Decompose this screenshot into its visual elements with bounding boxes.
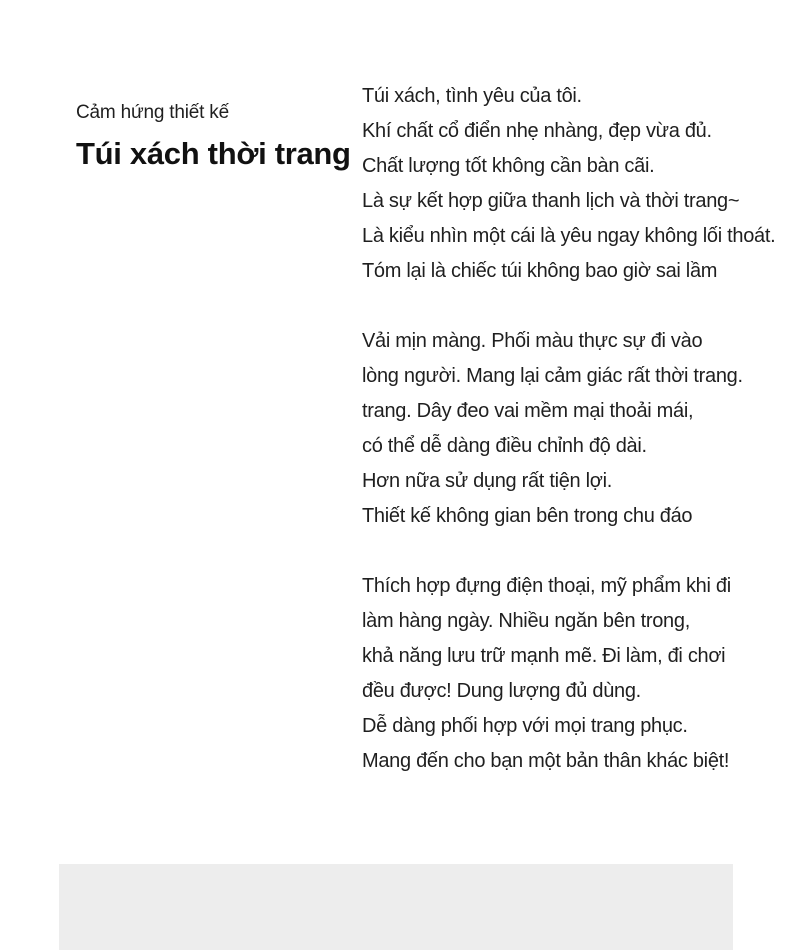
description-line: Hơn nữa sử dụng rất tiện lợi.: [362, 470, 612, 492]
description-line: khả năng lưu trữ mạnh mẽ. Đi làm, đi chơi: [362, 645, 726, 667]
page-title: Túi xách thời trang: [76, 136, 351, 171]
description-line: Thích hợp đựng điện thoại, mỹ phẩm khi đi: [362, 575, 731, 597]
description-line: Thiết kế không gian bên trong chu đáo: [362, 505, 693, 527]
description-line: Chất lượng tốt không cần bàn cãi.: [362, 155, 655, 177]
description-paragraph: [362, 324, 787, 534]
description-paragraph: [362, 569, 787, 779]
heading-block: [76, 100, 351, 172]
description-line: đều được! Dung lượng đủ dùng.: [362, 680, 641, 702]
image-placeholder-panel: [59, 864, 733, 950]
description-line: trang. Dây đeo vai mềm mại thoải mái,: [362, 400, 694, 422]
description-line: Là kiểu nhìn một cái là yêu ngay không lối thoát.: [362, 225, 776, 247]
description-paragraph: [362, 79, 787, 289]
description-line: Dễ dàng phối hợp với mọi trang phục.: [362, 715, 688, 737]
description-line: Khí chất cổ điển nhẹ nhàng, đẹp vừa đủ.: [362, 120, 712, 142]
description-line: Tóm lại là chiếc túi không bao giờ sai lầm: [362, 260, 718, 282]
description-line: Mang đến cho bạn một bản thân khác biệt!: [362, 750, 730, 772]
description-line: Vải mịn màng. Phối màu thực sự đi vào: [362, 330, 703, 352]
description-line: Túi xách, tình yêu của tôi.: [362, 85, 582, 107]
description-line: Là sự kết hợp giữa thanh lịch và thời trang~: [362, 190, 740, 212]
section-subtitle: Cảm hứng thiết kế: [76, 102, 229, 123]
description-line: có thể dễ dàng điều chỉnh độ dài.: [362, 435, 647, 457]
description-line: lòng người. Mang lại cảm giác rất thời trang.: [362, 365, 743, 387]
description-line: làm hàng ngày. Nhiều ngăn bên trong,: [362, 610, 690, 632]
description-block: [362, 79, 787, 814]
